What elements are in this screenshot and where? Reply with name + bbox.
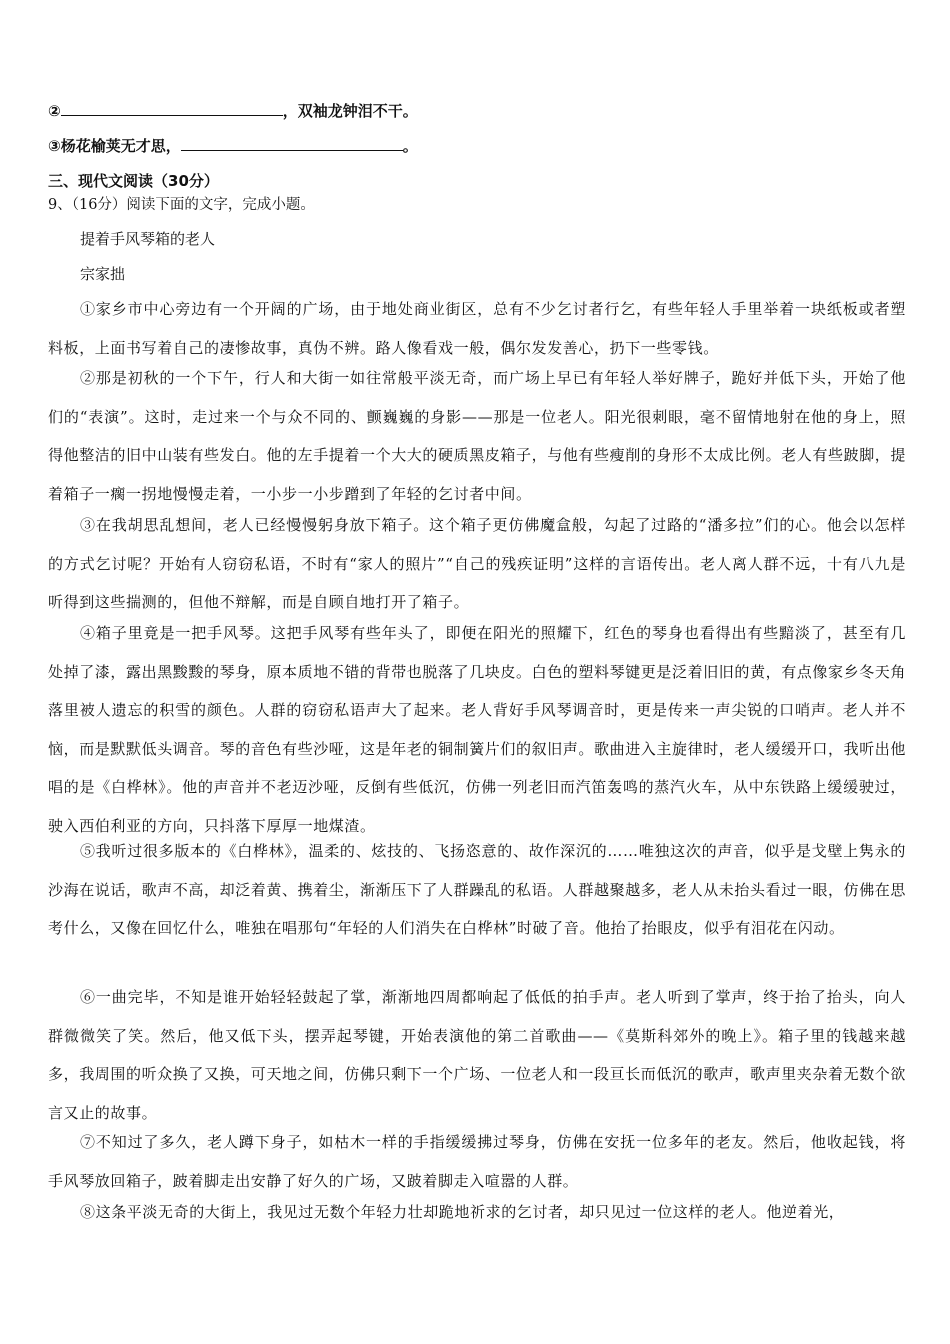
section-heading: 三、现代文阅读（30分） xyxy=(48,172,219,190)
item-3-prefix: 杨花榆荚无才思， xyxy=(60,137,181,155)
item-3-marker: ③ xyxy=(48,137,61,155)
article-paragraph-2: ②那是初秋的一个下午，行人和大街一如往常般平淡无奇，而广场上早已有年轻人举好牌子，跪好并低下头，开始了他们的“表演”。这时，走过来一个与众不同的、颤巍巍的身影——那是一位老人。阳光很刺眼，毫不留情地射在他的身上，照得他整洁的旧中山装有些发白。他的左手提着一个大大的硬质黑皮箱子，与他有些瘦削的身形不太成比例。老人有些跛脚，提着箱子一瘸一拐地慢慢走着，一小步一小步蹭到了年轻的乞讨者中间。 xyxy=(48,369,907,503)
article-paragraph-8: ⑧这条平淡无奇的大街上，我见过无数个年轻力壮却跪地祈求的乞讨者，却只见过一位这样的老人。他逆着光， xyxy=(80,1203,845,1221)
article-paragraph-6: ⑥一曲完毕，不知是谁开始轻轻鼓起了掌，渐渐地四周都响起了低低的拍手声。老人听到了掌声，终于抬了抬头，向人群微微笑了笑。然后，他又低下头，摆弄起琴键，开始表演他的第二首歌曲——《莫斯科郊外的晚上》。箱子里的钱越来越多，我周围的听众换了又换，可天地之间，仿佛只剩下一个广场、一位老人和一段亘长而低沉的歌声，歌声里夹杂着无数个欲言又止的故事。 xyxy=(48,988,907,1122)
article-author: 宗家拙 xyxy=(80,265,126,283)
article-title: 提着手风琴箱的老人 xyxy=(80,230,216,248)
article-paragraph-5: ⑤我听过很多版本的《白桦林》，温柔的、炫技的、飞扬恣意的、故作深沉的……唯独这次的声音，似乎是戈壁上隽永的沙海在说话，歌声不高，却泛着黄、携着尘，渐渐压下了人群躁乱的私语。人群越聚越多，老人从未抬头看过一眼，仿佛在思考什么，又像在回忆什么，唯独在唱那句“年轻的人们消失在白桦林”时破了音。他抬了抬眼皮，似乎有泪花在闪动。 xyxy=(48,842,907,937)
answer-blank-2[interactable] xyxy=(61,101,283,116)
fill-in-item-2 xyxy=(48,101,418,121)
article-paragraph-4: ④箱子里竟是一把手风琴。这把手风琴有些年头了，即便在阳光的照耀下，红色的琴身也看得出有些黯淡了，甚至有几处掉了漆，露出黑黢黢的琴身，原本质地不错的背带也脱落了几块皮。白色的塑料琴键更是泛着旧旧的黄，有点像家乡冬天角落里被人遗忘的积雪的颜色。人群的窃窃私语声大了起来。老人背好手风琴调音时，更是传来一声尖锐的口哨声。老人并不恼，而是默默低头调音。琴的音色有些沙哑，这是年老的铜制簧片们的叙旧声。歌曲进入主旋律时，老人缓缓开口，我听出他唱的是《白桦林》。他的声音并不老迈沙哑，反倒有些低沉，仿佛一列老旧而汽笛轰鸣的蒸汽火车，从中东铁路上缓缓驶过，驶入西伯利亚的方向，只抖落下厚厚一地煤渣。 xyxy=(48,624,907,835)
article-paragraph-3: ③在我胡思乱想间，老人已经慢慢躬身放下箱子。这个箱子更仿佛魔盒般，勾起了过路的“潘多拉”们的心。他会以怎样的方式乞讨呢？开始有人窃窃私语，不时有“家人的照片”“自己的残疾证明”这样的言语传出。老人离人群不远，十有八九是听得到这些揣测的，但他不辩解，而是自顾自地打开了箱子。 xyxy=(48,516,906,611)
question-prompt: 9、（16分）阅读下面的文字，完成小题。 xyxy=(48,197,315,213)
answer-blank-3[interactable] xyxy=(181,136,403,151)
item-2-marker: ② xyxy=(48,102,61,120)
item-2-suffix: ，双袖龙钟泪不干。 xyxy=(282,102,418,120)
fill-in-item-3 xyxy=(48,136,418,156)
article-paragraph-7: ⑦不知过了多久，老人蹲下身子，如枯木一样的手指缓缓拂过琴身，仿佛在安抚一位多年的老友。然后，他收起钱，将手风琴放回箱子，跛着脚走出安静了好久的广场，又跛着脚走入喧嚣的人群。 xyxy=(48,1133,906,1190)
article-paragraph-1: ①家乡市中心旁边有一个开阔的广场，由于地处商业街区，总有不少乞讨者行乞，有些年轻人手里举着一块纸板或者塑料板，上面书写着自己的凄惨故事，真伪不辨。路人像看戏一般，偶尔发发善心，扔下一些零钱。 xyxy=(48,300,906,357)
item-3-suffix: 。 xyxy=(402,137,418,155)
